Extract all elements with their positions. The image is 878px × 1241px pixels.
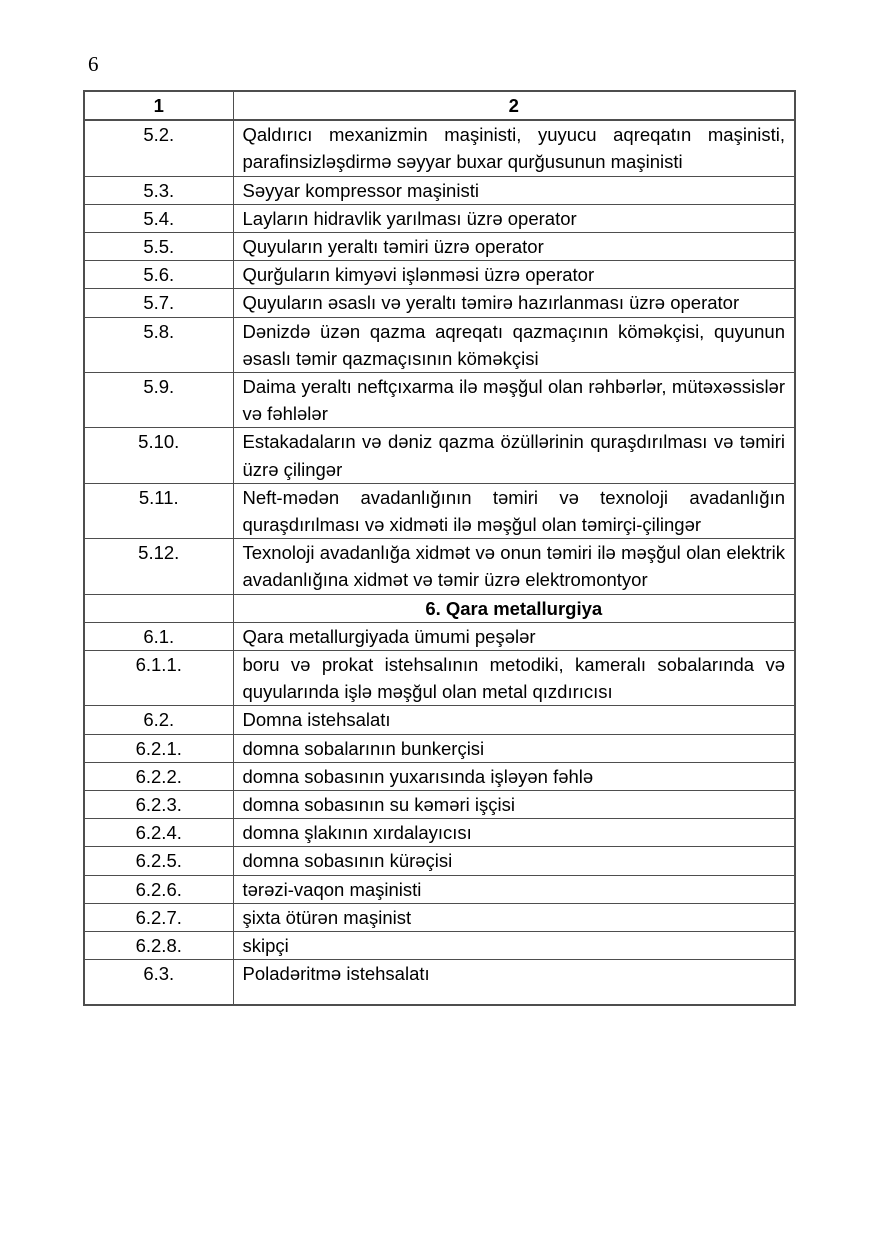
table-row (84, 932, 795, 960)
row-text-cell: şixta ötürən maşinist (233, 903, 795, 931)
row-number-cell: 6.2.5. (84, 847, 233, 875)
row-text-cell: Domna istehsalatı (233, 706, 795, 734)
row-number-cell: 6.3. (84, 960, 233, 1006)
table-row (84, 734, 795, 762)
row-text-cell: Quyuların yeraltı təmiri üzrə operator (233, 233, 795, 261)
table-row (84, 233, 795, 261)
row-text-cell: Səyyar kompressor maşinisti (233, 176, 795, 204)
row-number-cell: 5.4. (84, 204, 233, 232)
row-text-cell: domna şlakının xırdalayıcısı (233, 819, 795, 847)
table-header-row (84, 91, 795, 120)
row-text-cell: Qaldırıcı mexanizmin maşinisti, yuyucu aqreqatın maşinisti, parafinsizləşdirmə səyyar buxar qurğusunun maşinisti (233, 120, 795, 176)
table-row (84, 317, 795, 372)
row-number-cell: 5.9. (84, 373, 233, 428)
row-number-cell (84, 594, 233, 622)
row-text-cell: domna sobasının su kəməri işçisi (233, 791, 795, 819)
row-text-cell: Qurğuların kimyəvi işlənməsi üzrə operator (233, 261, 795, 289)
row-text-cell: skipçi (233, 932, 795, 960)
table-row (84, 289, 795, 317)
row-text-cell: Dənizdə üzən qazma aqreqatı qazmaçının köməkçisi, quyunun əsaslı təmir qazmaçısının köməkçisi (233, 317, 795, 372)
row-text-cell: Qara metallurgiyada ümumi peşələr (233, 622, 795, 650)
table-row (84, 651, 795, 706)
row-text-cell: Texnoloji avadanlığa xidmət və onun təmiri ilə məşğul olan elektrik avadanlığına xidmət və təmir üzrə elektromontyor (233, 539, 795, 594)
table-row (84, 594, 795, 622)
table-row (84, 176, 795, 204)
row-text-cell: 6. Qara metallurgiya (233, 594, 795, 622)
table-row (84, 483, 795, 538)
row-text-cell: Estakadaların və dəniz qazma özüllərinin quraşdırılması və təmiri üzrə çilingər (233, 428, 795, 483)
table-row (84, 819, 795, 847)
row-number-cell: 5.2. (84, 120, 233, 176)
row-number-cell: 6.2.6. (84, 875, 233, 903)
row-number-cell: 6.2.7. (84, 903, 233, 931)
column-header-1: 1 (84, 91, 233, 120)
row-text-cell: domna sobalarının bunkerçisi (233, 734, 795, 762)
row-number-cell: 6.2.1. (84, 734, 233, 762)
row-number-cell: 6.2. (84, 706, 233, 734)
row-number-cell: 5.11. (84, 483, 233, 538)
table-row (84, 373, 795, 428)
table-row (84, 903, 795, 931)
row-number-cell: 6.1. (84, 622, 233, 650)
table-row (84, 539, 795, 594)
row-number-cell: 5.6. (84, 261, 233, 289)
table-row (84, 706, 795, 734)
table-row (84, 791, 795, 819)
row-number-cell: 6.2.8. (84, 932, 233, 960)
row-text-cell: Poladəritmə istehsalatı (233, 960, 795, 1006)
table-row (84, 261, 795, 289)
column-header-2: 2 (233, 91, 795, 120)
professions-table (83, 90, 796, 1006)
table-row (84, 622, 795, 650)
row-number-cell: 5.7. (84, 289, 233, 317)
row-text-cell: domna sobasının kürəçisi (233, 847, 795, 875)
row-number-cell: 5.8. (84, 317, 233, 372)
row-number-cell: 6.2.3. (84, 791, 233, 819)
row-number-cell: 6.1.1. (84, 651, 233, 706)
page-number: 6 (88, 52, 99, 76)
row-number-cell: 5.10. (84, 428, 233, 483)
row-text-cell: Layların hidravlik yarılması üzrə operator (233, 204, 795, 232)
table-row (84, 204, 795, 232)
table-row (84, 120, 795, 176)
row-text-cell: domna sobasının yuxarısında işləyən fəhlə (233, 762, 795, 790)
row-text-cell: boru və prokat istehsalının metodiki, kameralı sobalarında və quyularında işlə məşğul olan metal qızdırıcısı (233, 651, 795, 706)
row-number-cell: 5.5. (84, 233, 233, 261)
row-number-cell: 6.2.2. (84, 762, 233, 790)
row-number-cell: 6.2.4. (84, 819, 233, 847)
row-text-cell: Daima yeraltı neftçıxarma ilə məşğul olan rəhbərlər, mütəxəssislər və fəhlələr (233, 373, 795, 428)
row-text-cell: Quyuların əsaslı və yeraltı təmirə hazırlanması üzrə operator (233, 289, 795, 317)
row-text-cell: tərəzi-vaqon maşinisti (233, 875, 795, 903)
row-text-cell: Neft-mədən avadanlığının təmiri və texnoloji avadanlığın quraşdırılması və xidməti ilə məşğul olan təmirçi-çilingər (233, 483, 795, 538)
row-number-cell: 5.12. (84, 539, 233, 594)
table-row (84, 875, 795, 903)
table-row (84, 847, 795, 875)
table-row (84, 960, 795, 1006)
row-number-cell: 5.3. (84, 176, 233, 204)
table-row (84, 762, 795, 790)
table-row (84, 428, 795, 483)
